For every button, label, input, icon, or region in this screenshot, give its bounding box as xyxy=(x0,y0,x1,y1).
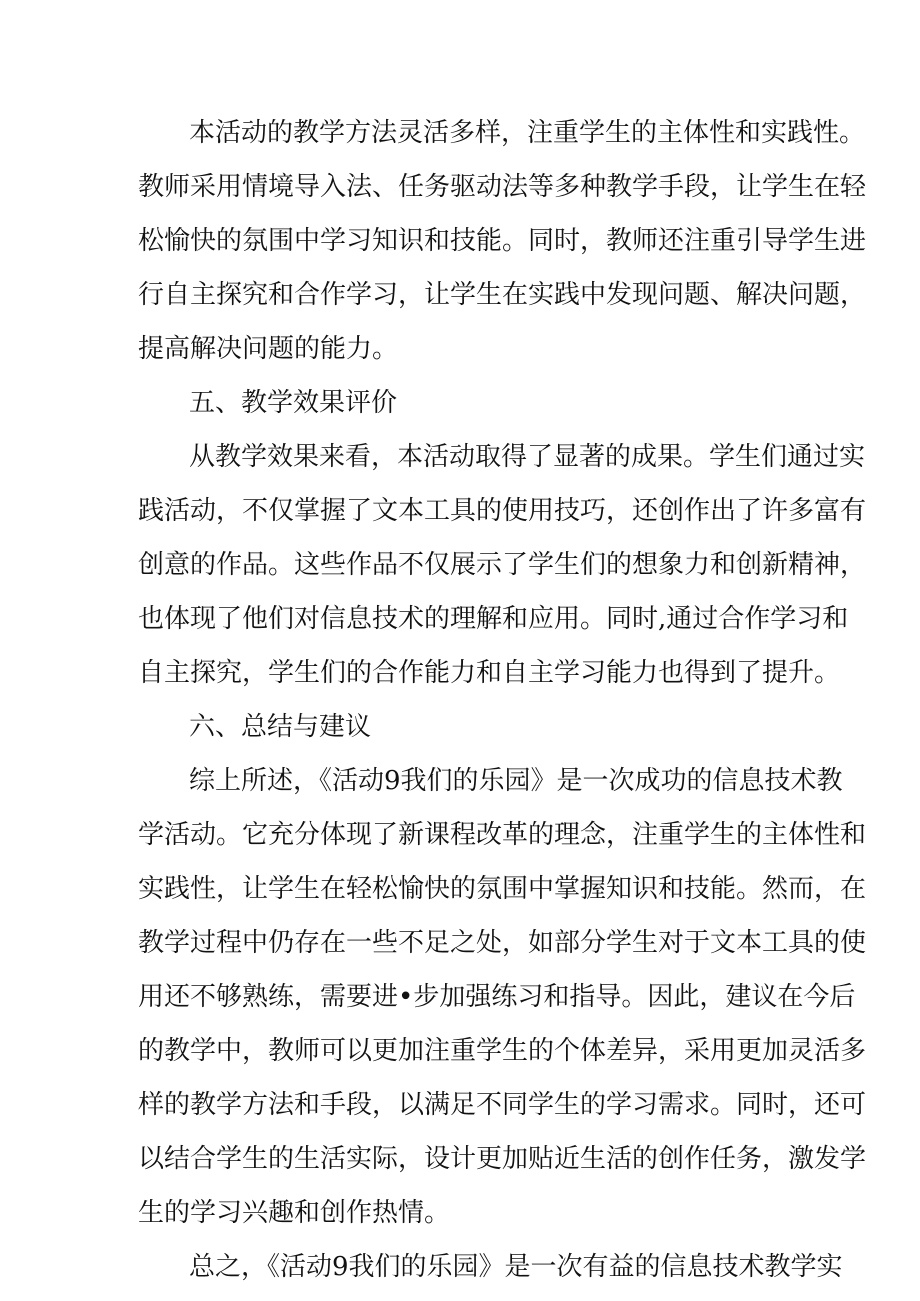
text-line: 学活动。它充分体现了新课程改革的理念，注重学生的主体性和 xyxy=(138,820,867,850)
text-line: 教师采用情境导入法、任务驱动法等多种教学手段，让学生在轻 xyxy=(138,172,867,202)
text-line: 自主探究，学生们的合作能力和自主学习能力也得到了提升。 xyxy=(138,658,841,688)
text-line: 生的学习兴趣和创作热情。 xyxy=(138,1198,451,1228)
text-line: 以结合学生的生活实际，设计更加贴近生活的创作任务，激发学 xyxy=(138,1144,867,1174)
text-line: 松愉快的氛围中学习知识和技能。同时，教师还注重引导学生进 xyxy=(138,226,867,256)
text-line: 总之，《活动9我们的乐园》是一次有益的信息技术教学实 xyxy=(189,1252,843,1282)
text-line: 教学过程中仍存在一些不足之处，如部分学生对于文本工具的使 xyxy=(138,928,867,958)
text-line: 从教学效果来看，本活动取得了显著的成果。学生们通过实 xyxy=(189,442,866,472)
text-line: 样的教学方法和手段，以满足不同学生的学习需求。同时，还可 xyxy=(138,1090,867,1120)
text-line: 本活动的教学方法灵活多样，注重学生的主体性和实践性。 xyxy=(189,118,866,148)
text-line: 践活动，不仅掌握了文本工具的使用技巧，还创作出了许多富有 xyxy=(138,496,867,526)
text-line: 综上所述，《活动9我们的乐园》是一次成功的信息技术教 xyxy=(189,766,843,796)
document-body xyxy=(138,106,867,1294)
paragraph xyxy=(138,106,867,376)
section-heading: 六、总结与建议 xyxy=(189,712,372,742)
text-line: 提高解决问题的能力。 xyxy=(138,334,399,364)
paragraph xyxy=(138,430,867,700)
text-line: 也体现了他们对信息技术的理解和应用。同时,通过合作学习和 xyxy=(138,604,849,634)
text-line: 用还不够熟练，需要进•步加强练习和指导。因此，建议在今后 xyxy=(138,982,856,1012)
text-line: 实践性，让学生在轻松愉快的氛围中掌握知识和技能。然而，在 xyxy=(138,874,867,904)
paragraph xyxy=(138,754,867,1240)
text-line: 的教学中，教师可以更加注重学生的个体差异，采用更加灵活多 xyxy=(138,1036,867,1066)
section-heading: 五、教学效果评价 xyxy=(189,388,398,418)
text-line: 创意的作品。这些作品不仅展示了学生们的想象力和创新精神， xyxy=(138,550,867,580)
paragraph xyxy=(138,1240,843,1294)
text-line: 行自主探究和合作学习，让学生在实践中发现问题、解决问题， xyxy=(138,280,867,310)
